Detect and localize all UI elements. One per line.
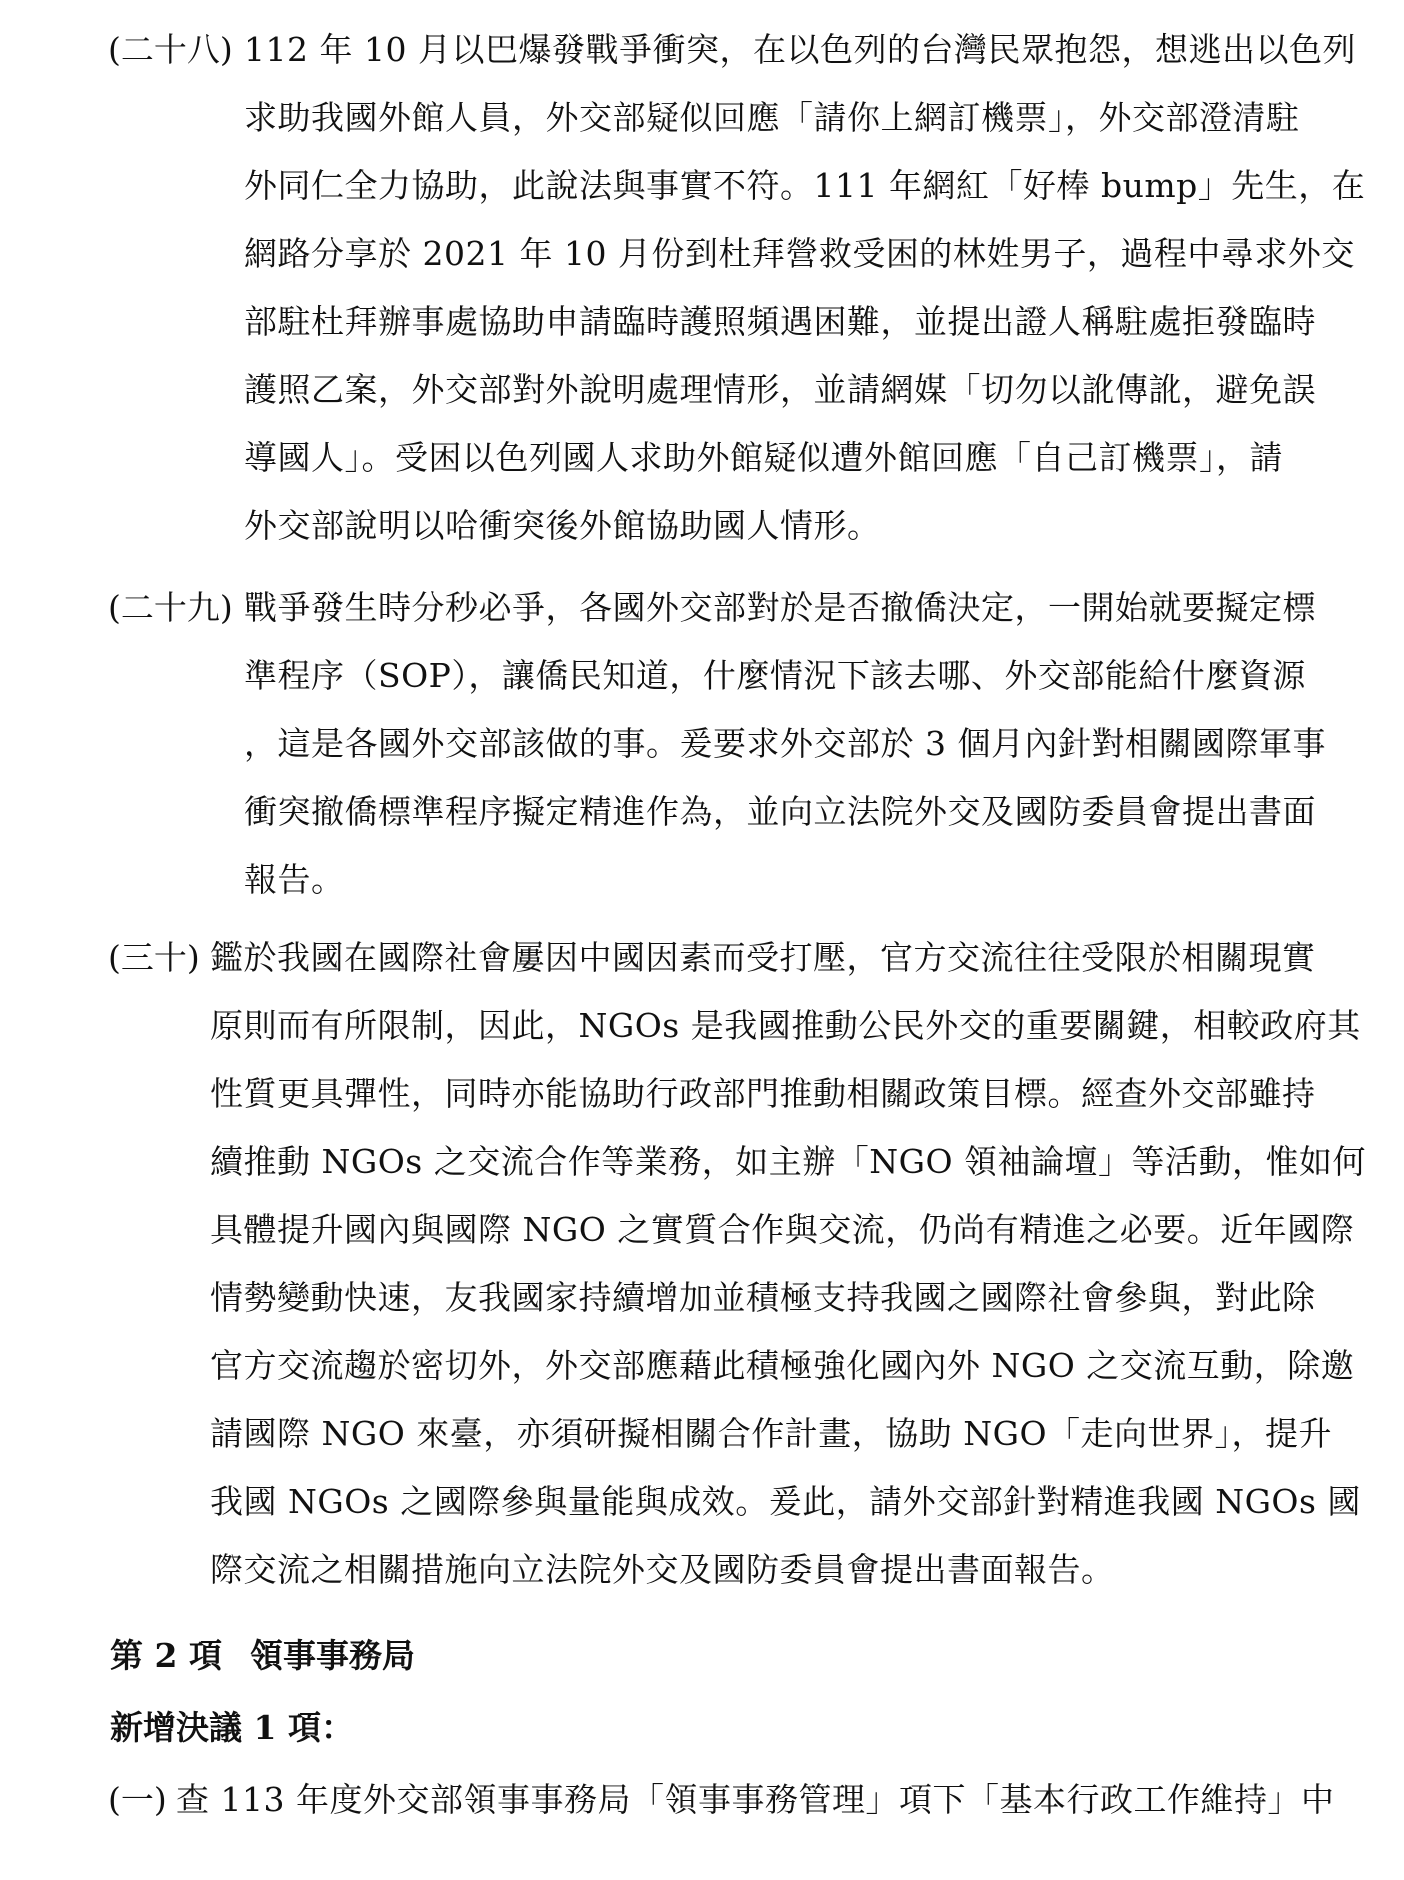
item-line: 衝突撤僑標準程序擬定精進作為，並向立法院外交及國防委員會提出書面 — [244, 792, 1316, 831]
item-line: 外交部說明以哈衝突後外館協助國人情形。 — [244, 506, 881, 545]
item-line: 官方交流趨於密切外，外交部應藉此積極強化國內外 NGO 之交流互動，除邀 — [210, 1346, 1355, 1385]
item-line: 網路分享於 2021 年 10 月份到杜拜營救受困的林姓男子，過程中尋求外交 — [244, 234, 1355, 273]
item-line: 查 113 年度外交部領事事務局「領事事務管理」項下「基本行政工作維持」中 — [176, 1780, 1335, 1819]
item-line: 外同仁全力協助，此說法與事實不符。111 年網紅「好棒 bump」先生，在 — [244, 166, 1366, 205]
item-line: ，這是各國外交部該做的事。爰要求外交部於 3 個月內針對相關國際軍事 — [244, 724, 1326, 763]
item-number: (一) — [108, 1780, 167, 1819]
item-line: 請國際 NGO 來臺，亦須研擬相關合作計畫，協助 NGO「走向世界」，提升 — [210, 1414, 1333, 1453]
item-number: (二十八) — [108, 30, 233, 69]
item-line: 報告。 — [244, 860, 345, 899]
item-line: 性質更具彈性，同時亦能協助行政部門推動相關政策目標。經查外交部雖持 — [210, 1074, 1316, 1113]
item-line: 續推動 NGOs 之交流合作等業務，如主辦「NGO 領袖論壇」等活動，惟如何 — [210, 1142, 1366, 1181]
item-line: 112 年 10 月以巴爆發戰爭衝突，在以色列的台灣民眾抱怨，想逃出以色列 — [244, 30, 1356, 69]
item-line: 具體提升國內與國際 NGO 之實質合作與交流，仍尚有精進之必要。近年國際 — [210, 1210, 1355, 1249]
item-line: 導國人」。受困以色列國人求助外館疑似遭外館回應「自己訂機票」，請 — [244, 438, 1283, 477]
item-line: 鑑於我國在國際社會屢因中國因素而受打壓，官方交流往往受限於相關現實 — [210, 938, 1316, 977]
section-title: 領事事務局 — [249, 1636, 415, 1675]
item-line: 求助我國外館人員，外交部疑似回應「請你上網訂機票」，外交部澄清駐 — [244, 98, 1300, 137]
item-number: (三十) — [108, 938, 200, 977]
item-line: 部駐杜拜辦事處協助申請臨時護照頻遇困難，並提出證人稱駐處拒發臨時 — [244, 302, 1316, 341]
section-item-label: 第 2 項 — [110, 1636, 222, 1675]
section-heading — [110, 1626, 415, 1686]
item-line: 護照乙案，外交部對外說明處理情形，並請網媒「切勿以訛傳訛，避免誤 — [244, 370, 1316, 409]
item-line: 戰爭發生時分秒必爭，各國外交部對於是否撤僑決定，一開始就要擬定標 — [244, 588, 1316, 627]
item-line: 情勢變動快速，友我國家持續增加並積極支持我國之國際社會參與，對此除 — [210, 1278, 1316, 1317]
item-number: (二十九) — [108, 588, 233, 627]
item-line: 際交流之相關措施向立法院外交及國防委員會提出書面報告。 — [210, 1550, 1115, 1589]
item-line: 原則而有所限制，因此，NGOs 是我國推動公民外交的重要關鍵，相較政府其 — [210, 1006, 1361, 1045]
section-subheading: 新增決議 1 項： — [110, 1708, 354, 1747]
item-line: 我國 NGOs 之國際參與量能與成效。爰此，請外交部針對精進我國 NGOs 國 — [210, 1482, 1361, 1521]
item-line: 準程序（SOP），讓僑民知道，什麼情況下該去哪、外交部能給什麼資源 — [244, 656, 1306, 695]
